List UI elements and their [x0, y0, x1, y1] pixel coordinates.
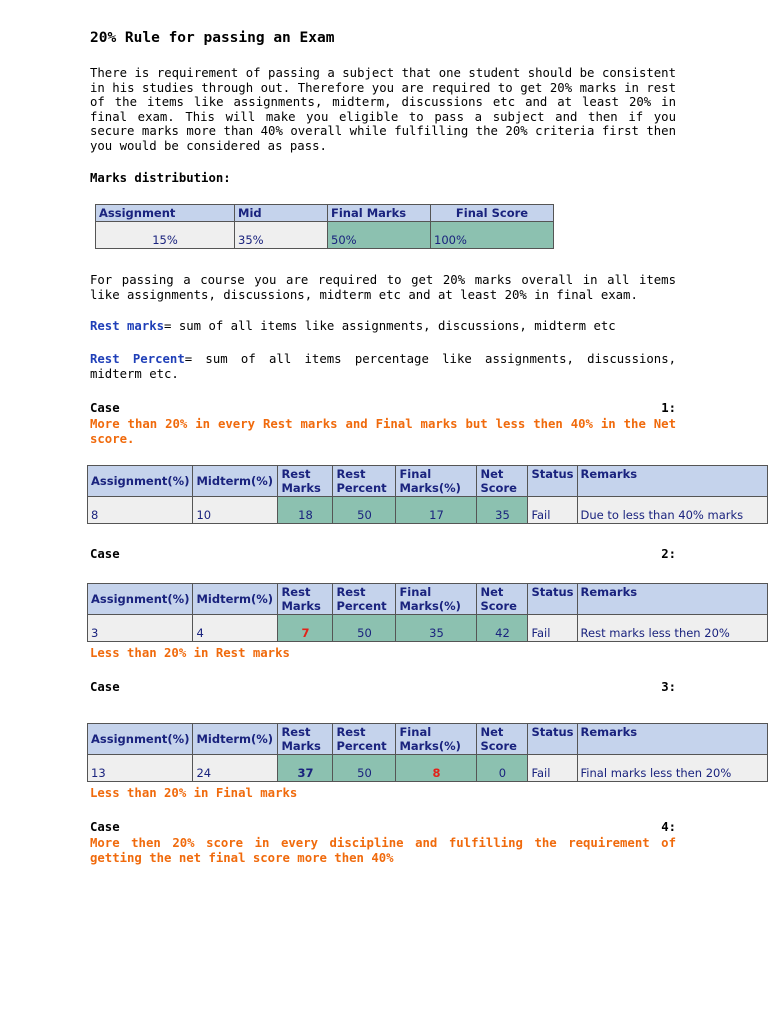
- cell-remarks: Final marks less then 20%: [577, 755, 767, 782]
- header-midterm: Midterm(%): [193, 466, 278, 497]
- cell-status: Fail: [528, 615, 577, 642]
- table-header-row: [96, 205, 554, 222]
- cell-rest-marks: 37: [278, 755, 333, 782]
- rest-percent-term: Rest Percent: [90, 352, 185, 366]
- case-3-table: [87, 723, 768, 782]
- header-remarks: Remarks: [577, 724, 767, 755]
- header-final-marks: Final Marks: [328, 205, 431, 222]
- case-1-description: More than 20% in every Rest marks and Final marks but less then 40% in the Net score.: [90, 417, 676, 446]
- header-mid: Mid: [235, 205, 328, 222]
- case-word: Case: [90, 401, 120, 415]
- cell-final-marks: 17: [396, 497, 477, 524]
- cell-midterm: 10: [193, 497, 278, 524]
- cell-net-score: 35: [477, 497, 528, 524]
- cell-final-score: 100%: [431, 222, 554, 249]
- header-remarks: Remarks: [577, 584, 767, 615]
- cell-rest-marks: 7: [278, 615, 333, 642]
- header-final-score: Final Score: [431, 205, 554, 222]
- cell-remarks: Rest marks less then 20%: [577, 615, 767, 642]
- rest-marks-text: = sum of all items like assignments, discussions, midterm etc: [164, 319, 616, 333]
- cell-rest-percent: 50: [333, 755, 396, 782]
- table-row: [88, 755, 768, 782]
- case-1-heading: [90, 401, 676, 415]
- case-word: Case: [90, 680, 120, 694]
- cell-net-score: 42: [477, 615, 528, 642]
- case-2-note: Less than 20% in Rest marks: [90, 646, 290, 660]
- case-word: Case: [90, 820, 120, 834]
- header-rest-percent: Rest Percent: [333, 466, 396, 497]
- case-number: 2:: [661, 547, 676, 561]
- header-rest-percent: Rest Percent: [333, 584, 396, 615]
- cell-rest-percent: 50: [333, 615, 396, 642]
- header-remarks: Remarks: [577, 466, 767, 497]
- cell-assignment: 3: [88, 615, 193, 642]
- case-3-note: Less than 20% in Final marks: [90, 786, 298, 800]
- header-final-marks: Final Marks(%): [396, 466, 477, 497]
- table-header-row: [88, 584, 768, 615]
- case-number: 1:: [661, 401, 676, 415]
- case-2-table: [87, 583, 768, 642]
- cell-assignment: 15%: [96, 222, 235, 249]
- header-rest-marks: Rest Marks: [278, 584, 333, 615]
- header-net-score: Net Score: [477, 466, 528, 497]
- case-4-heading: [90, 820, 676, 834]
- table-header-row: [88, 724, 768, 755]
- cell-final-marks: 50%: [328, 222, 431, 249]
- header-assignment: Assignment: [96, 205, 235, 222]
- rest-marks-term: Rest marks: [90, 319, 165, 333]
- header-status: Status: [528, 584, 577, 615]
- cell-rest-percent: 50: [333, 497, 396, 524]
- cell-final-marks: 8: [396, 755, 477, 782]
- table-header-row: [88, 466, 768, 497]
- rest-percent-definition: [90, 352, 676, 381]
- header-rest-marks: Rest Marks: [278, 466, 333, 497]
- table-row: [88, 497, 768, 524]
- cell-status: Fail: [528, 497, 577, 524]
- case-number: 3:: [661, 680, 676, 694]
- case-number: 4:: [661, 820, 676, 834]
- header-net-score: Net Score: [477, 584, 528, 615]
- cell-midterm: 24: [193, 755, 278, 782]
- intro-paragraph: There is requirement of passing a subject that one student should be consistent in his studies through out. Therefore you are required to get 20% marks in rest of the items like assignments, midterm, discussions etc and at least 20% in final exam. This will make you eligible to pass a subject and then if you secure marks more than 40% overall while fulfilling the 20% criteria first then you would be considered as pass.: [90, 66, 676, 153]
- header-status: Status: [528, 724, 577, 755]
- rest-percent-text: = sum of all items percentage like assignments, discussions, midterm etc.: [90, 352, 677, 381]
- cell-status: Fail: [528, 755, 577, 782]
- cell-rest-marks: 18: [278, 497, 333, 524]
- header-status: Status: [528, 466, 577, 497]
- case-3-heading: [90, 680, 676, 694]
- header-assignment: Assignment(%): [88, 584, 193, 615]
- header-final-marks: Final Marks(%): [396, 584, 477, 615]
- cell-assignment: 13: [88, 755, 193, 782]
- rest-marks-definition: [90, 319, 676, 334]
- cell-assignment: 8: [88, 497, 193, 524]
- case-word: Case: [90, 547, 120, 561]
- header-final-marks: Final Marks(%): [396, 724, 477, 755]
- header-midterm: Midterm(%): [193, 584, 278, 615]
- cell-remarks: Due to less than 40% marks: [577, 497, 767, 524]
- table-row: [96, 222, 554, 249]
- header-assignment: Assignment(%): [88, 724, 193, 755]
- table-row: [88, 615, 768, 642]
- header-rest-percent: Rest Percent: [333, 724, 396, 755]
- case-4-description: More then 20% score in every discipline and fulfilling the requirement of getting the net final score more then 40%: [90, 836, 676, 865]
- cell-midterm: 4: [193, 615, 278, 642]
- marks-distribution-heading: Marks distribution:: [90, 171, 231, 185]
- cell-final-marks: 35: [396, 615, 477, 642]
- header-midterm: Midterm(%): [193, 724, 278, 755]
- case-1-table: [87, 465, 768, 524]
- header-rest-marks: Rest Marks: [278, 724, 333, 755]
- cell-net-score: 0: [477, 755, 528, 782]
- passing-paragraph: For passing a course you are required to get 20% marks overall in all items like assignments, discussions, midterm etc and at least 20% in final exam.: [90, 273, 676, 302]
- cell-mid: 35%: [235, 222, 328, 249]
- marks-distribution-table: [95, 204, 554, 249]
- case-2-heading: [90, 547, 676, 561]
- header-net-score: Net Score: [477, 724, 528, 755]
- header-assignment: Assignment(%): [88, 466, 193, 497]
- page-title: 20% Rule for passing an Exam: [90, 30, 335, 46]
